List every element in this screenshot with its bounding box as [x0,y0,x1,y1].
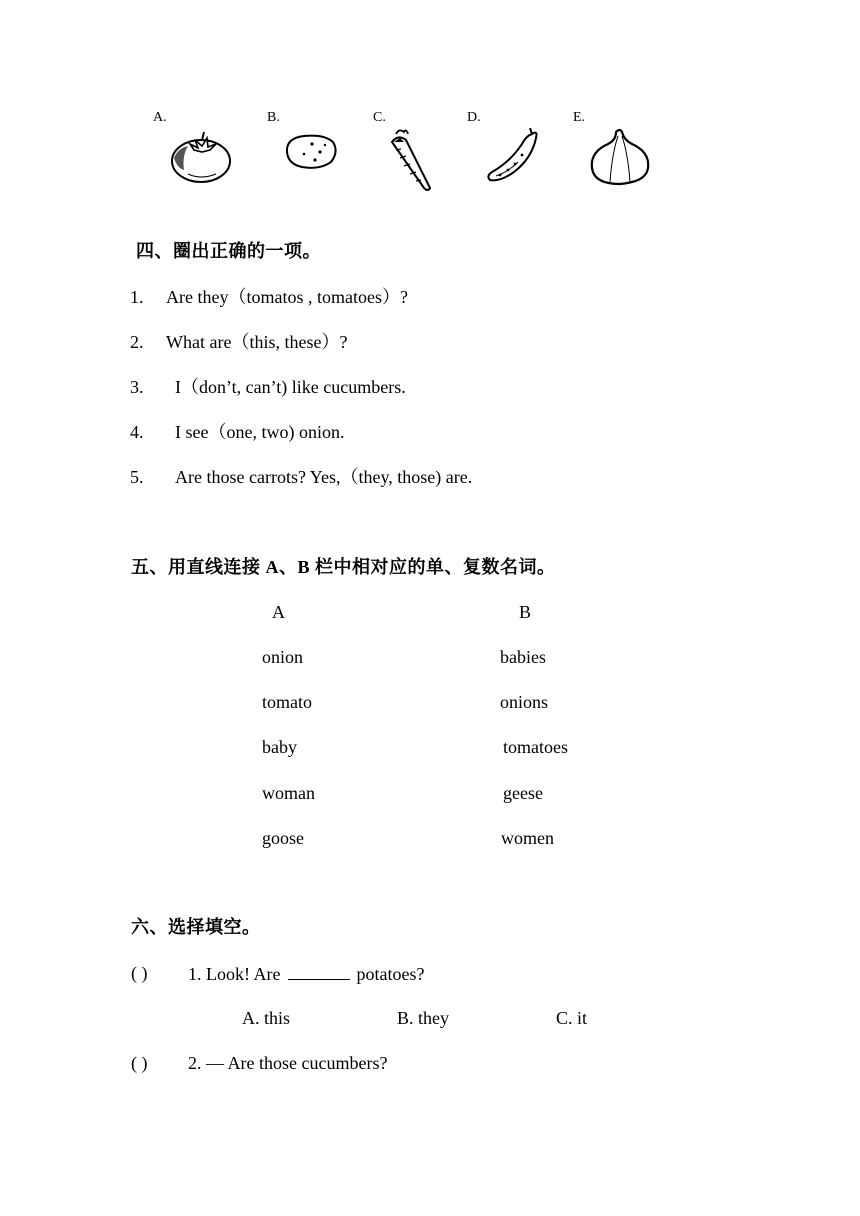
column-b-word: babies [500,647,546,667]
column-b-word: onions [500,692,549,712]
question-1 [188,964,424,983]
column-a-word: baby [262,737,297,757]
potato-icon [282,132,340,172]
column-a-word: goose [262,828,304,848]
answer-bracket: ( ) [131,1053,148,1073]
question-1-stem: 1. Look! Are [188,964,281,984]
option-a: A. this [242,1008,291,1028]
carrot-icon [386,128,436,194]
onion-icon [588,128,652,188]
tomato-icon [168,130,234,186]
question-number: 2. [130,332,144,352]
cucumber-icon [484,128,542,188]
column-b-header: B [519,602,532,622]
column-a-word: tomato [262,692,312,712]
picture-label-e: E. [573,110,586,125]
column-b-word: geese [503,783,543,803]
question-text: I（don’t, can’t) like cucumbers. [175,377,406,397]
column-b-word: tomatoes [503,737,568,757]
question-text: What are（this, these）? [166,332,348,352]
column-b-word: women [501,828,554,848]
column-a-header: A [272,602,285,622]
option-b: B. they [397,1008,449,1028]
answer-blank [288,964,350,980]
question-text: Are they（tomatos , tomatoes）? [166,287,408,307]
column-a-word: onion [262,647,304,667]
picture-label-d: D. [467,110,481,125]
question-2: 2. — Are those cucumbers? [188,1053,388,1073]
option-c: C. it [556,1008,588,1028]
question-number: 1. [130,287,144,307]
section-6-heading: 六、选择填空。 [131,917,261,937]
section-4-heading: 四、圈出正确的一项。 [136,241,321,261]
question-number: 4. [130,422,144,442]
picture-label-a: A. [153,110,167,125]
question-1-stem-end: potatoes? [356,964,425,984]
picture-label-b: B. [267,110,280,125]
column-a-word: woman [262,783,315,803]
section-5-heading: 五、用直线连接 A、B 栏中相对应的单、复数名词。 [131,557,556,577]
picture-label-c: C. [373,110,386,125]
question-text: I see（one, two) onion. [175,422,345,442]
question-text: Are those carrots? Yes,（they, those) are. [175,467,473,487]
question-number: 3. [130,377,144,397]
answer-bracket: ( ) [131,963,148,983]
question-number: 5. [130,467,144,487]
